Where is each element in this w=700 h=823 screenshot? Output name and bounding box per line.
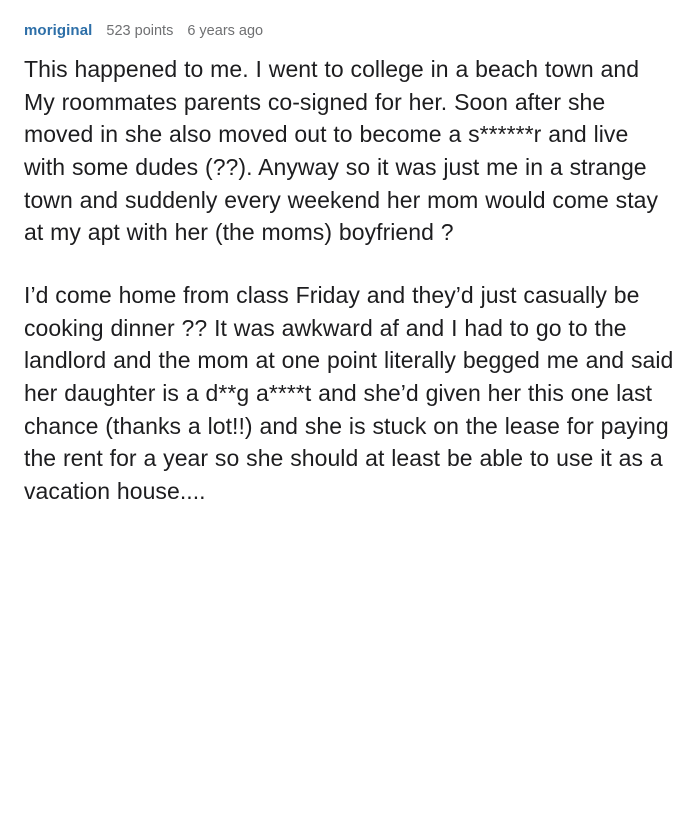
comment-timestamp: 6 years ago (187, 23, 264, 39)
comment-author[interactable]: moriginal (24, 22, 93, 39)
comment-points: 523 points (106, 23, 174, 39)
comment-paragraph-1: This happened to me. I went to college in a beach town and My roommates parents co-signed for her. Soon after she moved in she also moved out to become a s******r and live with some dudes (??). Anyway so it was just me in a strange town and suddenly every weekend her mom would come stay at my apt with her (the moms) boyfriend ? (24, 56, 659, 246)
comment-body (24, 53, 676, 508)
comment-paragraph-2: I’d come home from class Friday and they’d just casually be cooking dinner ?? It was awkward af and I had to go to the landlord and the mom at one point literally begged me and said her daughter is a d**g a****t and she’d given her this one last chance (thanks a lot!!) and she is stuck on the lease for paying the rent for a year so she should at least be able to use it as a vacation house.... (24, 281, 674, 504)
comment-meta (24, 22, 676, 39)
